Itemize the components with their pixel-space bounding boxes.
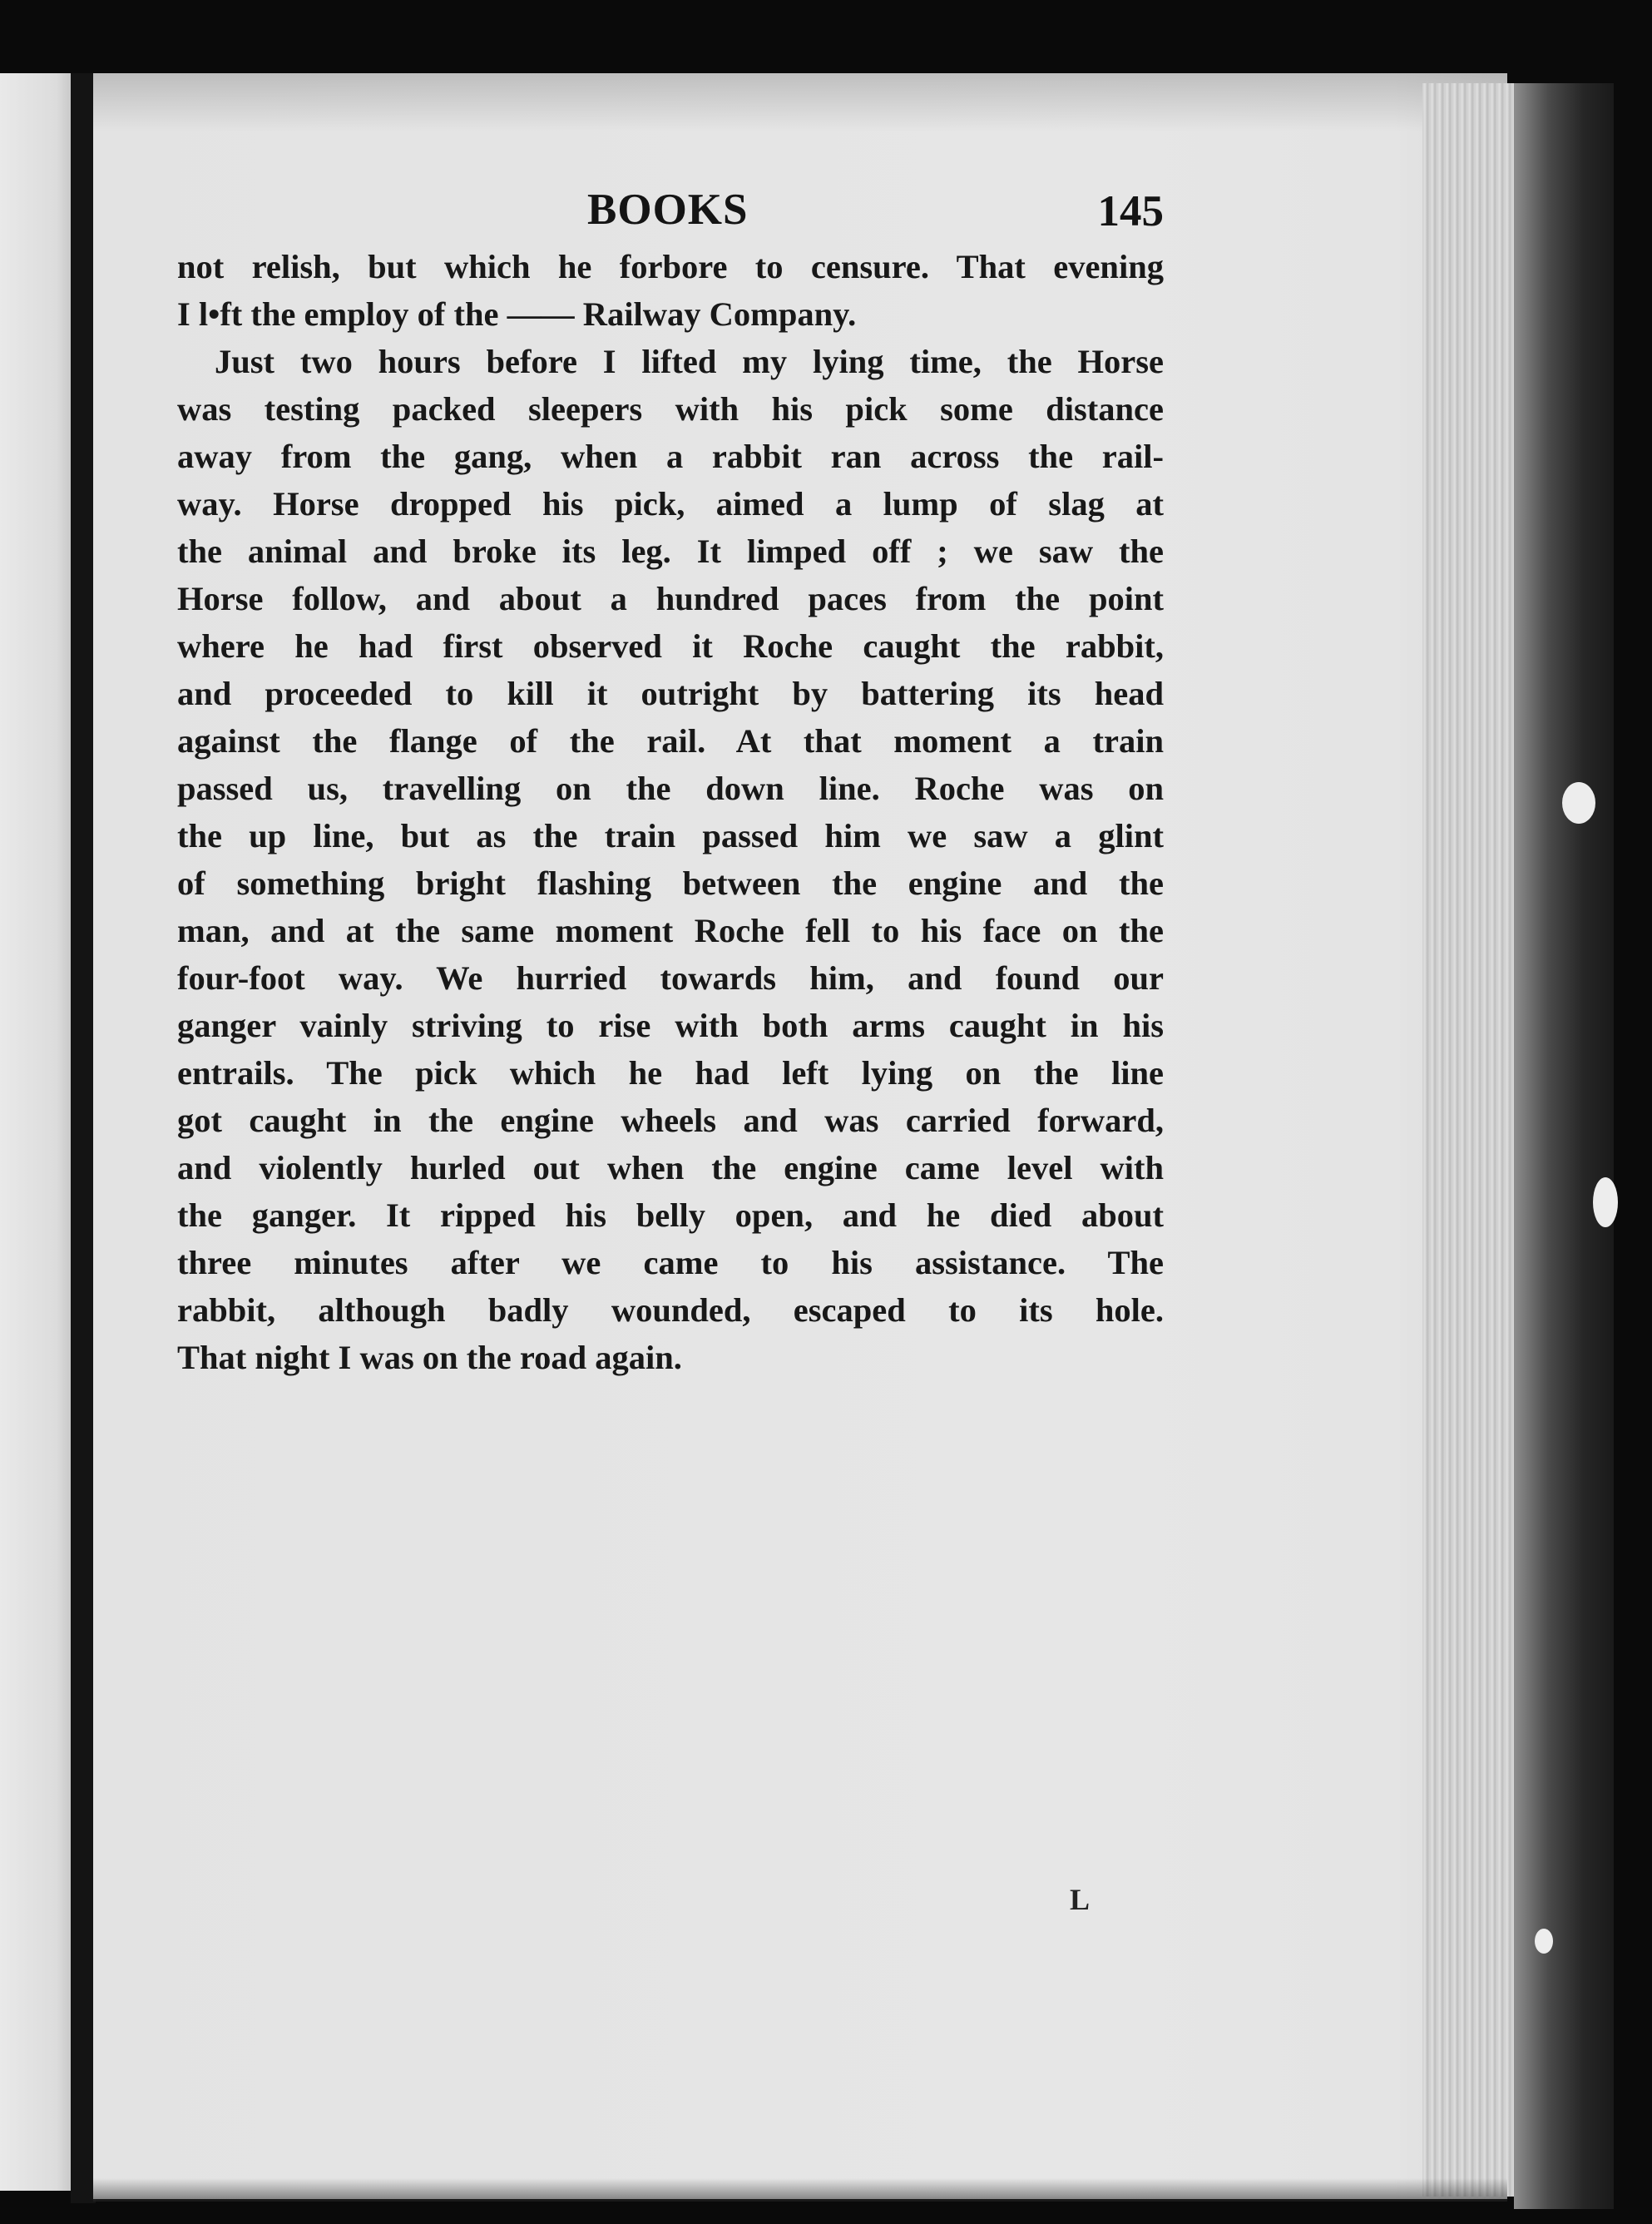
edge-blot bbox=[1535, 1929, 1553, 1954]
paragraph bbox=[177, 243, 1164, 338]
text-line: rabbit, although badly wounded, escaped to its hole. bbox=[177, 1291, 1164, 1329]
edge-blot bbox=[1562, 782, 1595, 824]
text-line: the ganger. It ripped his belly open, and he died about bbox=[177, 1196, 1164, 1234]
text-line: way. Horse dropped his pick, aimed a lump of slag at bbox=[177, 485, 1164, 523]
body-text bbox=[177, 243, 1164, 1381]
text-line: against the flange of the rail. At that moment a train bbox=[177, 722, 1164, 760]
text-line: Just two hours before I lifted my lying time, the Horse bbox=[215, 343, 1164, 380]
text-line: That night I was on the road again. bbox=[177, 1339, 682, 1376]
text-line: the animal and broke its leg. It limped off ; we saw the bbox=[177, 532, 1164, 570]
text-line: was testing packed sleepers with his pick some distance bbox=[177, 390, 1164, 428]
text-line: of something bright flashing between the engine and the bbox=[177, 864, 1164, 902]
edge-blot bbox=[1593, 1177, 1618, 1227]
text-line: I l•ft the employ of the —— Railway Company. bbox=[177, 295, 857, 333]
book-gutter bbox=[71, 73, 96, 2203]
text-line: got caught in the engine wheels and was carried forward, bbox=[177, 1102, 1164, 1139]
text-line: and violently hurled out when the engine came level with bbox=[177, 1149, 1164, 1186]
book-cover-edge bbox=[1514, 83, 1614, 2209]
paragraph bbox=[177, 338, 1164, 1381]
text-line: four-foot way. We hurried towards him, and found our bbox=[177, 959, 1164, 997]
text-line: away from the gang, when a rabbit ran across the rail- bbox=[177, 438, 1164, 475]
text-line: not relish, but which he forbore to censure. That evening bbox=[177, 248, 1164, 285]
text-line: the up line, but as the train passed him we saw a glint bbox=[177, 817, 1164, 854]
facing-page-edge bbox=[0, 73, 71, 2191]
text-line: ganger vainly striving to rise with both arms caught in his bbox=[177, 1007, 1164, 1044]
text-line: Horse follow, and about a hundred paces from the point bbox=[177, 580, 1164, 617]
text-line: three minutes after we came to his assistance. The bbox=[177, 1244, 1164, 1281]
page-block-edges bbox=[1422, 83, 1514, 2197]
running-head-title: BOOKS bbox=[587, 186, 749, 234]
page-number: 145 bbox=[1097, 187, 1164, 235]
text-line: where he had first observed it Roche caught the rabbit, bbox=[177, 627, 1164, 665]
text-line: entrails. The pick which he had left lying on the line bbox=[177, 1054, 1164, 1092]
running-head bbox=[177, 185, 1164, 235]
page-top-shadow bbox=[93, 73, 1507, 131]
text-line: man, and at the same moment Roche fell to his face on the bbox=[177, 912, 1164, 949]
signature-mark: L bbox=[1070, 1883, 1091, 1916]
page-bottom-shadow bbox=[93, 2178, 1507, 2202]
text-line: and proceeded to kill it outright by battering its head bbox=[177, 675, 1164, 712]
text-line: passed us, travelling on the down line. Roche was on bbox=[177, 770, 1164, 807]
